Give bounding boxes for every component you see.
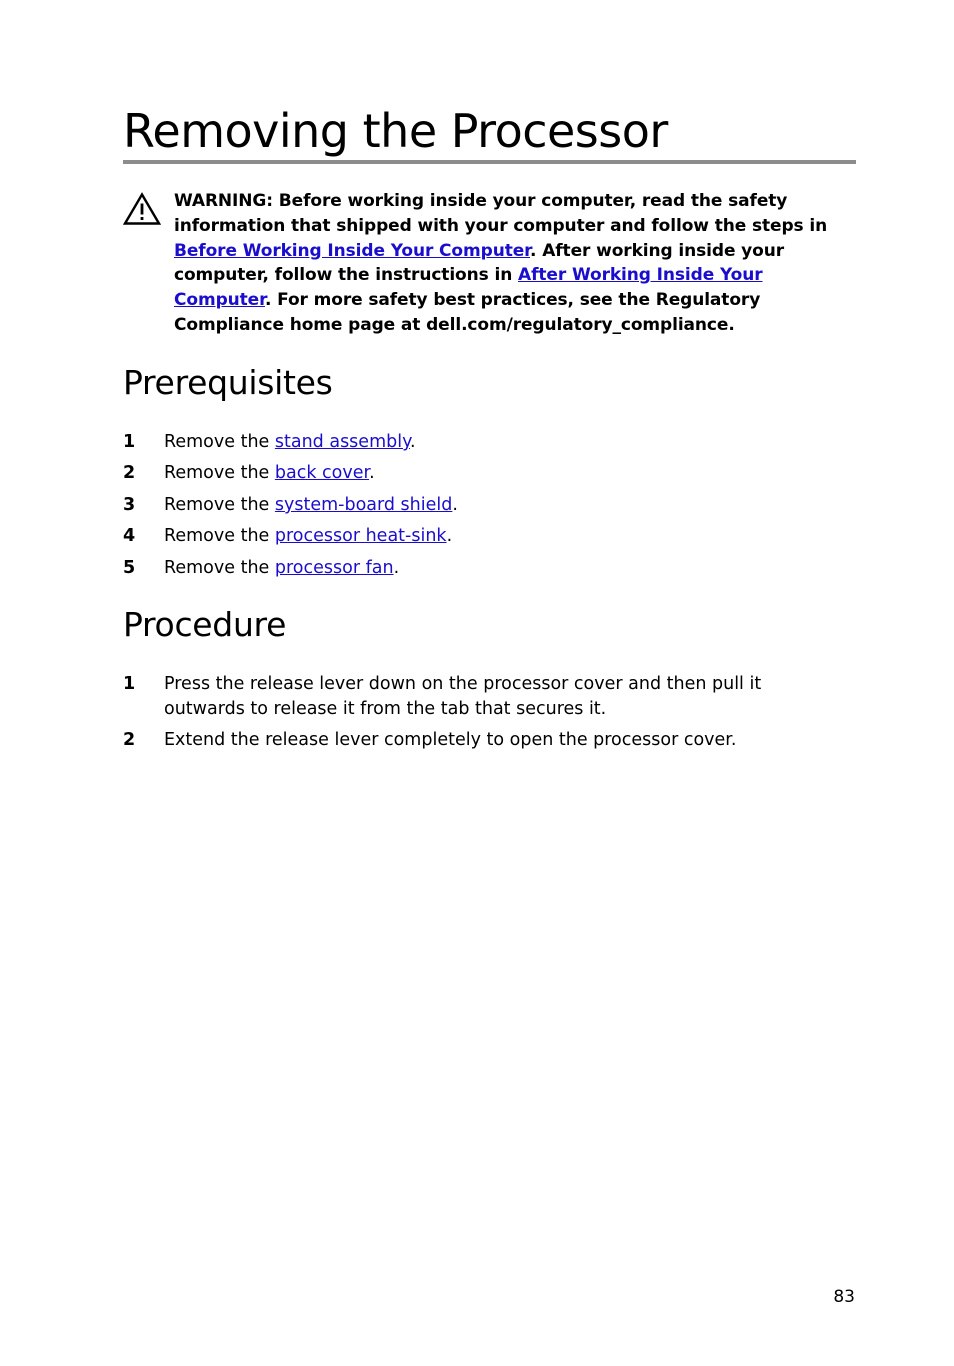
prerequisite-text: [164, 524, 824, 549]
before-working-link[interactable]: Before Working Inside Your Computer: [174, 240, 531, 261]
prerequisite-text: [164, 430, 824, 455]
stand-assembly-link[interactable]: stand assembly: [274, 432, 410, 452]
page-title: Removing the Processor: [123, 104, 668, 158]
procedure-step-text: Extend the release lever completely to open the processor cover.: [164, 730, 737, 750]
prerequisite-number: 5: [123, 558, 136, 578]
procedure-step-number: 2: [123, 730, 136, 750]
warning-triangle-icon: [123, 192, 161, 226]
prerequisite-prefix: Remove the: [164, 526, 275, 546]
procedure-step-text: Press the release lever down on the processor cover and then pull it outwards to release it from the tab that secures it.: [164, 674, 762, 719]
processor-heat-sink-link[interactable]: processor heat-sink: [274, 526, 447, 546]
prerequisite-suffix: .: [393, 558, 400, 578]
warning-text-suffix: . For more safety best practices, see the Regulatory Compliance home page at dell.com/regulatory_compliance.: [174, 290, 761, 335]
prerequisite-number: 1: [123, 432, 136, 452]
prerequisite-prefix: Remove the: [164, 495, 275, 515]
processor-fan-link[interactable]: processor fan: [274, 558, 394, 578]
prerequisite-number: 2: [123, 463, 136, 483]
warning-text-prefix: WARNING: Before working inside your computer, read the safety information that shipped with your computer and follow the steps in: [174, 191, 828, 236]
prerequisite-suffix: .: [369, 463, 375, 483]
prerequisite-prefix: Remove the: [164, 463, 275, 483]
prerequisite-text: [164, 493, 824, 518]
warning-text-middle: . After working inside your computer, follow the instructions in: [174, 240, 785, 286]
prerequisite-text: [164, 556, 824, 581]
prerequisite-prefix: Remove the: [164, 558, 275, 578]
prerequisite-number: 4: [123, 526, 136, 546]
page-number: 83: [833, 1287, 855, 1307]
prerequisites-heading: Prerequisites: [123, 363, 333, 402]
procedure-step-number: 1: [123, 674, 136, 694]
prerequisite-number: 3: [123, 495, 136, 515]
prerequisite-suffix: .: [452, 495, 458, 515]
prerequisite-suffix: .: [409, 432, 416, 452]
prerequisite-suffix: .: [446, 526, 453, 546]
prerequisite-prefix: Remove the: [164, 432, 275, 452]
system-board-shield-link[interactable]: system-board shield: [274, 495, 453, 515]
warning-text: [174, 189, 859, 338]
procedure-heading: Procedure: [123, 605, 287, 644]
prerequisite-text: [164, 461, 824, 486]
back-cover-link[interactable]: back cover: [274, 463, 370, 483]
after-working-link[interactable]: After Working Inside Your Computer: [174, 265, 763, 311]
title-rule: [123, 160, 856, 164]
